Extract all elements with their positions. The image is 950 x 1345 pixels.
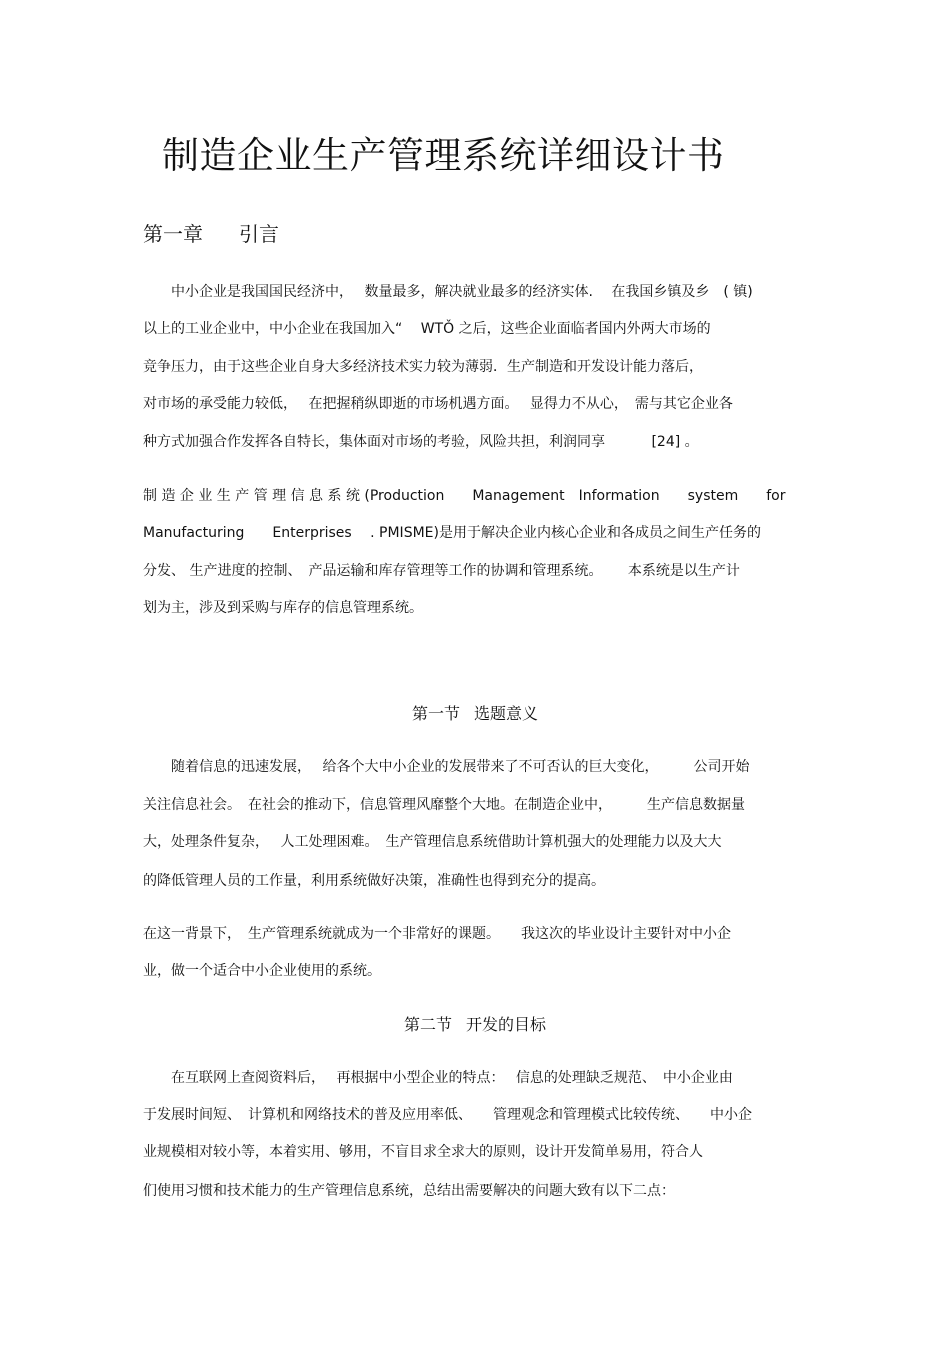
paragraph-line: 中小企业是我国国民经济中， 数量最多，解决就业最多的经济实体. 在我国乡镇及乡 ( 镇) bbox=[143, 284, 753, 300]
chapter-label: 第一章 bbox=[143, 222, 203, 246]
document-title: 制造企业生产管理系统详细设计书 bbox=[162, 134, 725, 177]
chapter-heading bbox=[143, 220, 279, 248]
paragraph-line: 竞争压力，由于这些企业自身大多经济技术实力较为薄弱．生产制造和开发设计能力落后， bbox=[143, 359, 703, 375]
paragraph-line: 业规模相对较小等，本着实用、够用，不盲目求全求大的原则，设计开发简单易用，符合人 bbox=[143, 1144, 703, 1160]
paragraph-line: 的降低管理人员的工作量，利用系统做好决策，准确性也得到充分的提高。 bbox=[143, 873, 605, 889]
section-name: 选题意义 bbox=[474, 704, 539, 723]
section-label: 第一节 bbox=[411, 704, 460, 723]
section-label: 第二节 bbox=[403, 1015, 452, 1034]
paragraph-line: 随着信息的迅速发展， 给各个大中小企业的发展带来了不可否认的巨大变化， 公司开始 bbox=[143, 759, 750, 775]
paragraph-line: 对市场的承受能力较低， 在把握稍纵即逝的市场机遇方面。 显得力不从心， 需与其它企业各 bbox=[143, 396, 733, 412]
paragraph-line: 在这一背景下， 生产管理系统就成为一个非常好的课题。 我这次的毕业设计主要针对中小企 bbox=[143, 926, 731, 942]
paragraph-line: 业，做一个适合中小企业使用的系统。 bbox=[143, 963, 381, 979]
paragraph-line: 于发展时间短、 计算机和网络技术的普及应用率低、 管理观念和管理模式比较传统、 中小企 bbox=[143, 1107, 752, 1123]
section-name: 开发的目标 bbox=[466, 1015, 547, 1034]
paragraph-line: 分发、 生产进度的控制、 产品运输和库存管理等工作的协调和管理系统。 本系统是以生产计 bbox=[143, 563, 740, 579]
chapter-name: 引言 bbox=[239, 222, 279, 246]
paragraph-line: 们使用习惯和技术能力的生产管理信息系统，总结出需要解决的问题大致有以下二点： bbox=[143, 1183, 675, 1199]
paragraph-line: 划为主，涉及到采购与库存的信息管理系统。 bbox=[143, 600, 423, 616]
paragraph-line: 以上的工业企业中，中小企业在我国加入“ WTǑ 之后，这些企业面临者国内外两大市场的 bbox=[143, 321, 711, 337]
section-heading bbox=[0, 702, 950, 726]
paragraph-line: 制 造 企 业 生 产 管 理 信 息 系 统 (Production Management Information system for bbox=[143, 488, 786, 504]
paragraph-line: 关注信息社会。 在社会的推动下，信息管理风靡整个大地。在制造企业中， 生产信息数据量 bbox=[143, 797, 745, 813]
section-heading bbox=[0, 1013, 950, 1037]
paragraph-line: Manufacturing Enterprises . PMISME)是用于解决企业内核心企业和各成员之间生产任务的 bbox=[143, 525, 761, 541]
paragraph-line: 在互联网上查阅资料后， 再根据中小型企业的特点： 信息的处理缺乏规范、 中小企业由 bbox=[143, 1070, 733, 1086]
paragraph-line: 大，处理条件复杂， 人工处理困难。 生产管理信息系统借助计算机强大的处理能力以及大大 bbox=[143, 834, 722, 850]
paragraph-line: 种方式加强合作发挥各自特长，集体面对市场的考验，风险共担，利润同享 [24] 。 bbox=[143, 434, 699, 450]
